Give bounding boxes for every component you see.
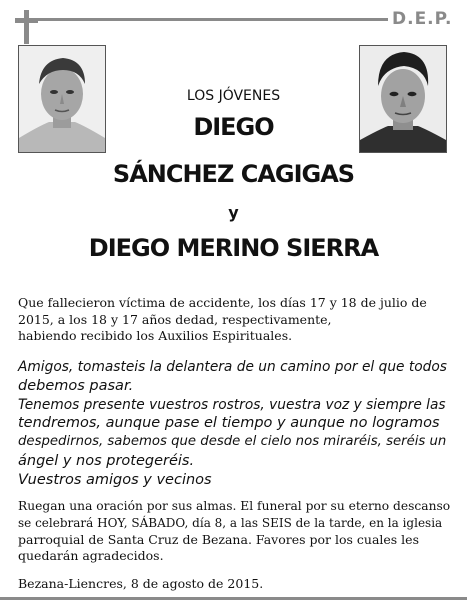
funeral-line: Ruegan una oración por sus almas. El funeral por su eterno descanso	[18, 499, 451, 513]
announcement-paragraph	[18, 295, 450, 345]
header-rule	[38, 18, 388, 21]
dedication-line: ángel y nos protegeréis.	[18, 452, 195, 469]
dedication-line: despedirnos, sabemos que desde el cielo nos miraréis, seréis un	[18, 434, 447, 450]
deceased-name-first: DIEGO	[193, 113, 274, 141]
dedication-paragraph	[18, 358, 450, 490]
funeral-line: se celebrará HOY, SÁBADO, día 8, a las SEIS de la tarde, en la iglesia	[18, 515, 443, 530]
dedication-line: Tenemos presente vuestros rostros, vuestra voz y siempre las	[18, 396, 446, 413]
cross-icon-bar	[15, 18, 38, 23]
dedication-line: tendremos, aunque pase el tiempo y aunque no logramos	[18, 415, 440, 432]
dedication-signature: Vuestros amigos y vecinos	[18, 471, 212, 488]
announcement-line: Que fallecieron víctima de accidente, los días 17 y 18 de julio de	[18, 295, 427, 310]
funeral-line: quedarán agradecidos.	[18, 548, 164, 564]
funeral-line: parroquial de Santa Cruz de Bezana. Favores por los cuales les	[18, 531, 419, 547]
deceased-surname-first: SÁNCHEZ CAGIGAS	[112, 160, 355, 188]
dep-label: D.E.P.	[392, 9, 453, 29]
conjunction: y	[228, 203, 239, 222]
dedication-line: debemos pasar.	[18, 377, 134, 394]
deceased-name-second: DIEGO MERINO SIERRA	[88, 234, 379, 262]
cross-icon	[24, 10, 29, 44]
announcement-line: 2015, a los 18 y 17 años dedad, respectivamente,	[18, 311, 332, 327]
dedication-line: Amigos, tomasteis la delantera de un camino por el que todos	[18, 359, 447, 375]
intro-label: LOS JÓVENES	[186, 88, 281, 104]
announcement-line: habiendo recibido los Auxilios Espirituales.	[18, 328, 293, 343]
funeral-paragraph	[18, 498, 450, 565]
place-date: Bezana-Liencres, 8 de agosto de 2015.	[18, 576, 264, 591]
